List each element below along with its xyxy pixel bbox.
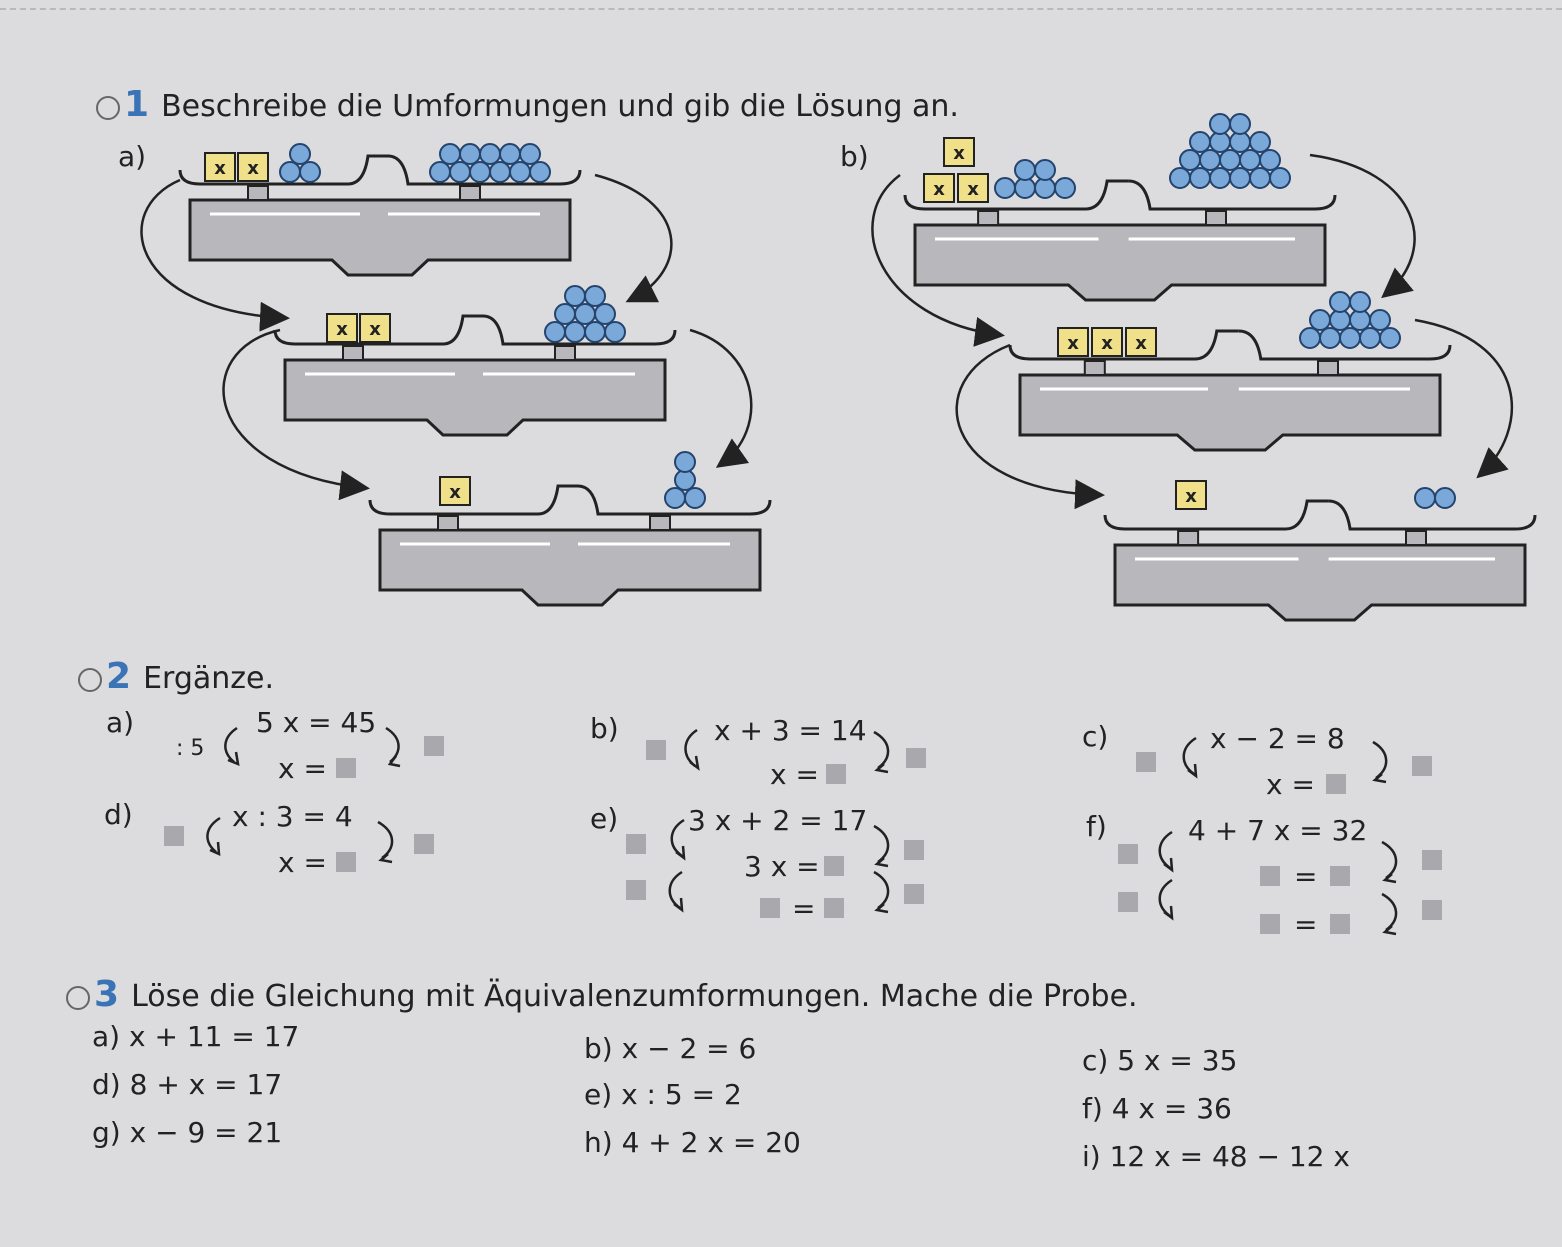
task3-item-label: c) bbox=[1082, 1044, 1118, 1077]
equation-c-line1: x − 2 = 8 bbox=[1210, 722, 1345, 755]
arrowhead-a-r bbox=[390, 756, 400, 766]
equation-b-line1: x + 3 = 14 bbox=[714, 714, 867, 747]
operation-box[interactable] bbox=[1118, 892, 1138, 912]
svg-text:x: x bbox=[933, 179, 945, 200]
answer-box[interactable] bbox=[824, 856, 844, 876]
task3-item bbox=[584, 1126, 801, 1159]
task-title: Löse die Gleichung mit Äquivalenzumformungen. Mache die Probe. bbox=[131, 979, 1138, 1014]
operation-box[interactable] bbox=[414, 834, 434, 854]
task3-item-label: d) bbox=[92, 1068, 130, 1101]
operation-a: : 5 bbox=[176, 736, 205, 761]
task3-item-equation: x − 2 = 6 bbox=[621, 1032, 757, 1065]
equation-f-line1: 4 + 7 x = 32 bbox=[1188, 814, 1368, 847]
task3-item-label: h) bbox=[584, 1126, 622, 1159]
operation-box[interactable] bbox=[626, 880, 646, 900]
svg-text:x: x bbox=[967, 179, 979, 200]
checkbox-circle-icon[interactable] bbox=[66, 986, 90, 1010]
answer-box[interactable] bbox=[1326, 774, 1346, 794]
task2-label-b: b) bbox=[590, 712, 619, 745]
operation-box[interactable] bbox=[164, 826, 184, 846]
equation-d-line2: x = bbox=[278, 846, 327, 879]
svg-text:x: x bbox=[953, 143, 965, 164]
equation-e-line2: 3 x = bbox=[744, 850, 820, 883]
task1-label-b: b) bbox=[840, 140, 869, 173]
task3-item-label: g) bbox=[92, 1116, 130, 1149]
operation-box[interactable] bbox=[626, 834, 646, 854]
task3-item-label: e) bbox=[584, 1078, 622, 1111]
equation-e-line3-equals: = bbox=[792, 892, 816, 925]
answer-box[interactable] bbox=[1330, 866, 1350, 886]
operation-box[interactable] bbox=[1422, 900, 1442, 920]
svg-text:x: x bbox=[336, 319, 348, 340]
task2-label-a: a) bbox=[106, 706, 135, 739]
operation-box[interactable] bbox=[904, 840, 924, 860]
equation-e-line1: 3 x + 2 = 17 bbox=[688, 804, 868, 837]
task3-item-equation: 5 x = 35 bbox=[1117, 1044, 1238, 1077]
equation-b-line2: x = bbox=[770, 758, 819, 791]
svg-text:x: x bbox=[1185, 486, 1197, 507]
task3-item-equation: x + 11 = 17 bbox=[128, 1020, 300, 1053]
task3-item-equation: 8 + x = 17 bbox=[129, 1068, 283, 1101]
task3-item-equation: 12 x = 48 − 12 x bbox=[1109, 1140, 1350, 1173]
task-title: Ergänze. bbox=[143, 661, 275, 696]
operation-box[interactable] bbox=[1118, 844, 1138, 864]
operation-box[interactable] bbox=[1422, 850, 1442, 870]
svg-text:x: x bbox=[1135, 333, 1147, 354]
task3-item-equation: 4 + 2 x = 20 bbox=[621, 1126, 801, 1159]
task3-item bbox=[92, 1020, 299, 1053]
task3-item-label: i) bbox=[1082, 1140, 1110, 1173]
answer-box[interactable] bbox=[1260, 914, 1280, 934]
svg-text:x: x bbox=[247, 158, 259, 179]
task3-item bbox=[92, 1068, 282, 1101]
operation-box[interactable] bbox=[424, 736, 444, 756]
task3-item bbox=[584, 1032, 756, 1065]
answer-box[interactable] bbox=[1330, 914, 1350, 934]
equation-a-line2: x = bbox=[278, 752, 327, 785]
svg-text:x: x bbox=[214, 158, 226, 179]
svg-text:x: x bbox=[1101, 333, 1113, 354]
task3-heading bbox=[66, 974, 1138, 1015]
answer-box[interactable] bbox=[1260, 866, 1280, 886]
task3-item-label: f) bbox=[1082, 1092, 1112, 1125]
operation-box[interactable] bbox=[646, 740, 666, 760]
arrowhead-b-l bbox=[690, 756, 698, 768]
svg-text:x: x bbox=[1067, 333, 1079, 354]
equation-f-line2-equals: = bbox=[1294, 860, 1318, 893]
task3-item-equation: 4 x = 36 bbox=[1111, 1092, 1232, 1125]
curve-left-a bbox=[225, 728, 237, 762]
task2-label-e: e) bbox=[590, 802, 619, 835]
task3-item bbox=[1082, 1140, 1350, 1173]
task3-item bbox=[1082, 1092, 1232, 1125]
answer-box[interactable] bbox=[760, 898, 780, 918]
equation-f-line3-equals: = bbox=[1294, 908, 1318, 941]
task3-item-label: a) bbox=[92, 1020, 129, 1053]
task-number: 2 bbox=[106, 656, 132, 697]
answer-box[interactable] bbox=[336, 758, 356, 778]
operation-box[interactable] bbox=[904, 884, 924, 904]
task3-item-equation: x : 5 = 2 bbox=[621, 1078, 742, 1111]
task-number: 3 bbox=[94, 974, 120, 1015]
task3-item-equation: x − 9 = 21 bbox=[129, 1116, 283, 1149]
task2-label-d: d) bbox=[104, 798, 133, 831]
operation-box[interactable] bbox=[906, 748, 926, 768]
answer-box[interactable] bbox=[826, 764, 846, 784]
task3-item bbox=[92, 1116, 282, 1149]
svg-text:x: x bbox=[369, 319, 381, 340]
svg-text:x: x bbox=[449, 482, 461, 503]
task3-item bbox=[584, 1078, 742, 1111]
curve-left-b bbox=[685, 730, 697, 766]
operation-box[interactable] bbox=[1412, 756, 1432, 776]
task2-label-c: c) bbox=[1082, 720, 1109, 753]
task-number: 1 bbox=[124, 84, 150, 125]
operation-box[interactable] bbox=[1136, 752, 1156, 772]
equation-a-line1: 5 x = 45 bbox=[256, 706, 377, 739]
answer-box[interactable] bbox=[336, 852, 356, 872]
task3-item-label: b) bbox=[584, 1032, 622, 1065]
task-title: Beschreibe die Umformungen und gib die Lösung an. bbox=[161, 89, 959, 124]
answer-box[interactable] bbox=[824, 898, 844, 918]
task2-label-f: f) bbox=[1086, 810, 1107, 843]
task3-item bbox=[1082, 1044, 1237, 1077]
equation-c-line2: x = bbox=[1266, 768, 1315, 801]
equation-d-line1: x : 3 = 4 bbox=[232, 800, 353, 833]
task1-label-a: a) bbox=[118, 140, 147, 173]
